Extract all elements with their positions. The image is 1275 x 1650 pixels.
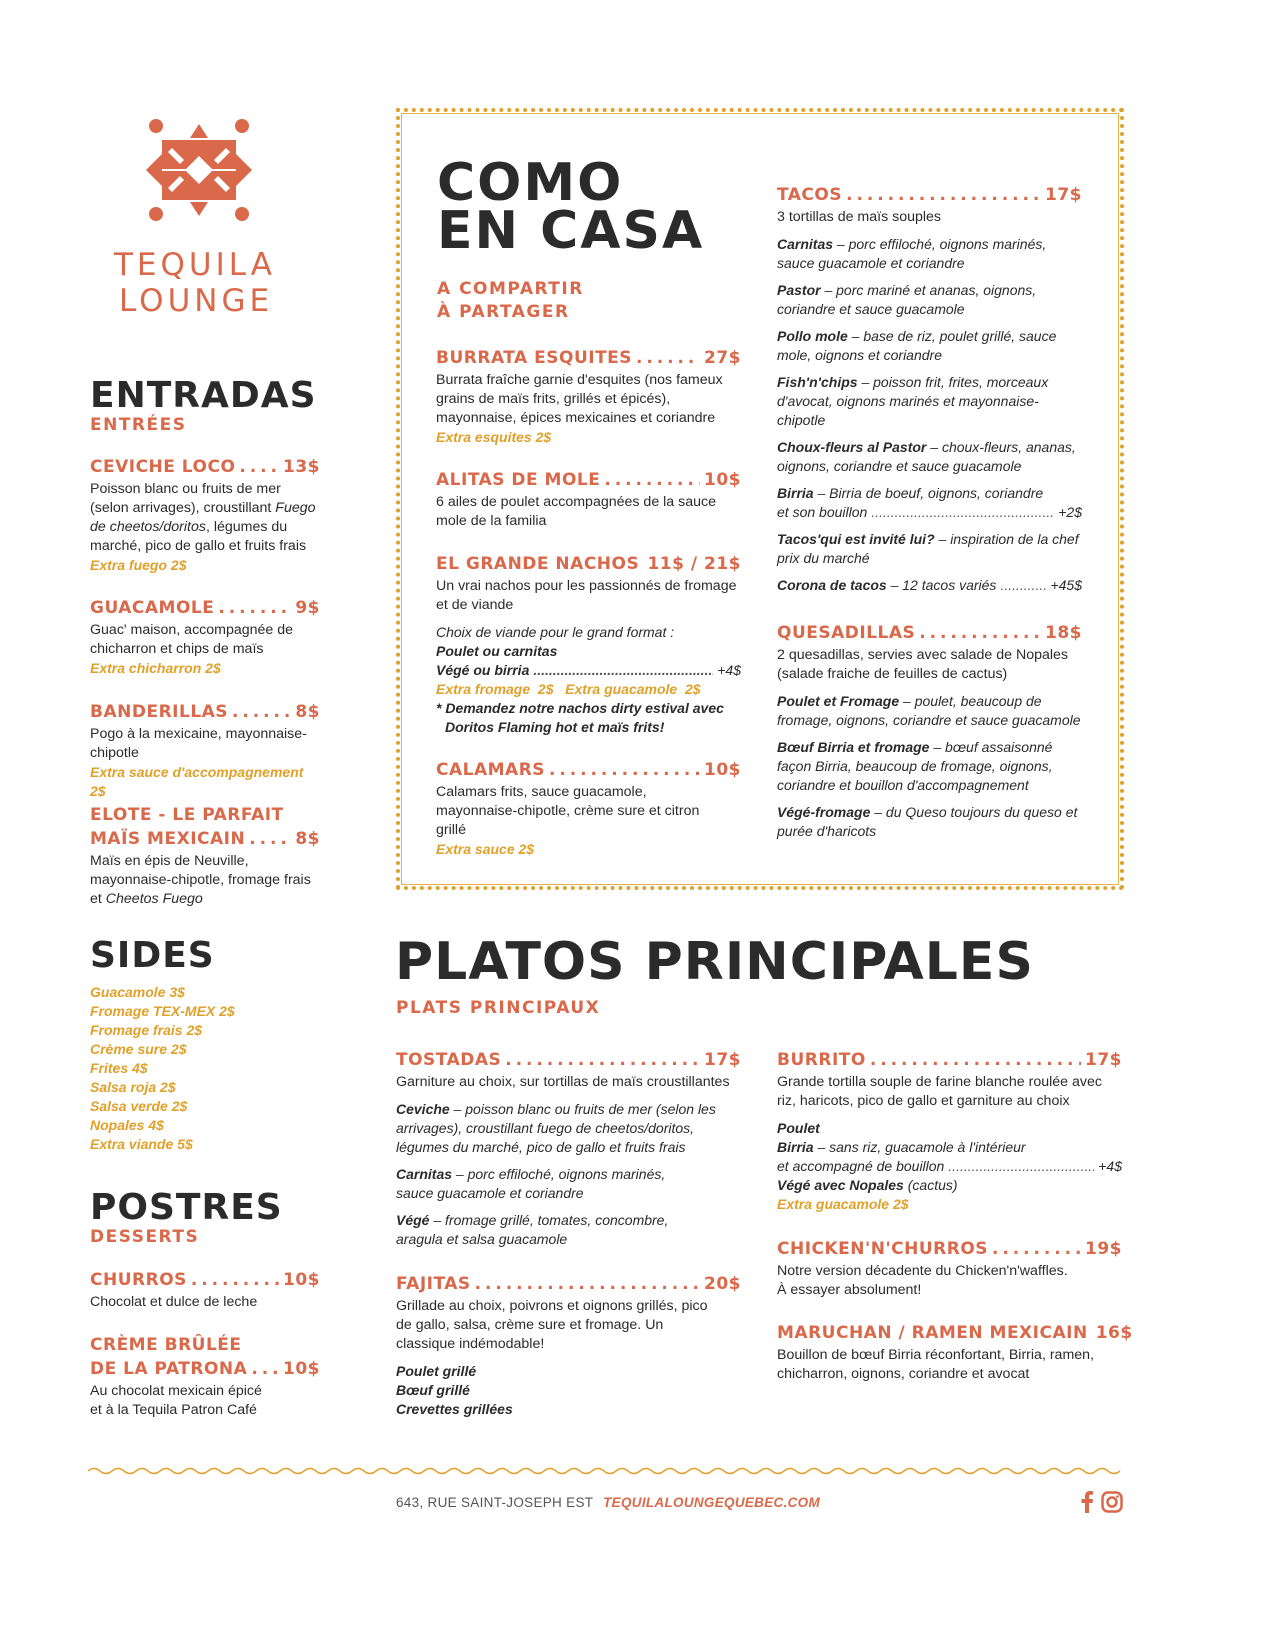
item-price: 27$ xyxy=(704,348,741,368)
side-item: Salsa roja 2$ xyxy=(90,1079,176,1095)
item-name: ALITAS DE MOLE xyxy=(436,470,601,490)
sides-title: SIDES xyxy=(90,935,215,976)
item-price: 18$ xyxy=(1045,623,1082,643)
menu-item-banderillas xyxy=(90,702,320,801)
nachos-option-1: Poulet ou carnitas xyxy=(436,643,558,659)
casa-subtitle-line2: À PARTAGER xyxy=(437,302,570,322)
item-description: Poisson blanc ou fruits de mer (selon arrivages), croustillant Fuego de cheetos/doritos, légumes du marché, pico de gallo et fruits frais xyxy=(90,481,316,554)
item-name: CALAMARS xyxy=(436,760,546,780)
item-description: Notre version décadente du Chicken'n'waffles. À essayer absolument! xyxy=(777,1263,1068,1298)
nachos-note-2: Doritos Flaming hot et maïs frits! xyxy=(445,719,665,735)
item-price: 11$ / 21$ xyxy=(647,554,741,574)
menu-item-burrata-esquites xyxy=(436,348,741,447)
menu-item-creme-brulee xyxy=(90,1335,320,1420)
item-description: Bouillon de bœuf Birria réconfortant, Birria, ramen, chicharron, oignons, coriandre et avocat xyxy=(777,1347,1094,1382)
burrito-option-2: Birria – sans riz, guacamole à l'intérieur et accompagné de bouillon ..... +4$ xyxy=(777,1138,1122,1176)
side-item: Fromage frais 2$ xyxy=(90,1022,203,1038)
item-description: Pogo à la mexicaine, mayonnaise-chipotle xyxy=(90,726,307,761)
item-extra: Extra sauce 2$ xyxy=(436,841,535,857)
menu-item-alitas-de-mole xyxy=(436,470,741,531)
tostadas-option: Carnitas – porc effiloché, oignons marinés, sauce guacamole et coriandre xyxy=(396,1166,666,1201)
item-price: 16$ xyxy=(1095,1323,1133,1343)
item-description: Burrata fraîche garnie d'esquites (nos fameux grains de maïs frits, grillés et épicés), mayonnaise, épices mexicaines et coriandre xyxy=(436,372,723,426)
platos-subtitle: PLATS PRINCIPAUX xyxy=(396,998,601,1018)
menu-item-chicken-n-churros xyxy=(777,1239,1122,1300)
menu-item-guacamole xyxy=(90,598,320,678)
item-name: GUACAMOLE xyxy=(90,598,215,618)
item-extra: Extra fuego 2$ xyxy=(90,557,187,573)
instagram-icon[interactable] xyxy=(1101,1491,1123,1513)
tacos-option: Pollo mole – base de riz, poulet grillé, sauce mole, oignons et coriandre xyxy=(777,328,1057,363)
item-extra: Extra chicharron 2$ xyxy=(90,660,221,676)
item-description: Grillade au choix, poivrons et oignons grillés, pico de gallo, salsa, crème sure et fromage. Un classique indémodable! xyxy=(396,1298,708,1352)
side-item: Guacamole 3$ xyxy=(90,984,185,1000)
item-price: 20$ xyxy=(704,1274,741,1294)
menu-item-churros xyxy=(90,1270,320,1312)
item-extra: Extra guacamole 2$ xyxy=(777,1196,909,1212)
side-item: Extra viande 5$ xyxy=(90,1136,193,1152)
item-name: BURRATA ESQUITES xyxy=(436,348,633,368)
facebook-icon[interactable] xyxy=(1080,1491,1094,1513)
side-item: Nopales 4$ xyxy=(90,1117,164,1133)
item-price: 10$ xyxy=(283,1359,320,1379)
side-item: Fromage TEX-MEX 2$ xyxy=(90,1003,235,1019)
item-price: 10$ xyxy=(704,470,741,490)
item-extra: Extra sauce d'accompagnement 2$ xyxy=(90,764,304,799)
tacos-option: Fish'n'chips – poisson frit, frites, morceaux d'avocat, oignons marinés et mayonnaise-chipotle xyxy=(777,374,1049,428)
item-description: 6 ailes de poulet accompagnées de la sauce mole de la familia xyxy=(436,494,717,529)
menu-item-maruchan xyxy=(777,1323,1133,1384)
item-name: CHURROS xyxy=(90,1270,187,1290)
item-price: 17$ xyxy=(704,1050,741,1070)
menu-item-el-grande-nachos xyxy=(436,554,741,737)
menu-item-tostadas xyxy=(396,1050,741,1249)
entradas-title: ENTRADAS xyxy=(90,375,317,416)
menu-item-fajitas xyxy=(396,1274,741,1419)
item-name: CHICKEN'N'CHURROS xyxy=(777,1239,989,1259)
menu-item-calamars xyxy=(436,760,741,859)
tacos-option: Tacos'qui est invité lui? – inspiration de la chef prix du marché xyxy=(777,531,1079,566)
item-name: DE LA PATRONA xyxy=(90,1359,248,1379)
casa-subtitle-line1: A COMPARTIR xyxy=(437,279,584,299)
item-name: TOSTADAS xyxy=(396,1050,502,1070)
item-price: 8$ xyxy=(295,702,320,722)
postres-title: POSTRES xyxy=(90,1187,283,1228)
item-name: MAÏS MEXICAIN xyxy=(90,829,246,849)
item-description: Chocolat et dulce de leche xyxy=(90,1294,258,1310)
burrito-option-1: Poulet xyxy=(777,1120,820,1136)
nachos-option-2: Végé ou birria ..... +4$ xyxy=(436,661,741,680)
item-description: Maïs en épis de Neuville, mayonnaise-chipotle, fromage frais et Cheetos Fuego xyxy=(90,853,311,907)
item-name: BURRITO xyxy=(777,1050,866,1070)
item-name: BANDERILLAS xyxy=(90,702,229,722)
item-name: MARUCHAN / RAMEN MEXICAIN xyxy=(777,1323,1088,1343)
tacos-option: Corona de tacos – 12 tacos variés ..... +45$ xyxy=(777,576,1082,595)
tacos-option: Birria – Birria de boeuf, oignons, coriandre et son bouillon ..... +2$ xyxy=(777,484,1082,522)
side-item: Crème sure 2$ xyxy=(90,1041,187,1057)
menu-item-elote xyxy=(90,805,320,909)
menu-item-ceviche-loco xyxy=(90,457,320,575)
item-description: 2 quesadillas, servies avec salade de Nopales (salade fraiche de feuilles de cactus) xyxy=(777,647,1069,682)
item-name: FAJITAS xyxy=(396,1274,471,1294)
item-description: Garniture au choix, sur tortillas de maïs croustillantes xyxy=(396,1074,730,1090)
quesadillas-option: Végé-fromage – du Queso toujours du queso et purée d'haricots xyxy=(777,804,1078,839)
nachos-choice: Choix de viande pour le grand format : xyxy=(436,624,675,640)
item-price: 17$ xyxy=(1085,1050,1122,1070)
item-description: Grande tortilla souple de farine blanche roulée avec riz, haricots, pico de gallo et garniture au choix xyxy=(777,1074,1102,1109)
fajitas-option: Bœuf grillé xyxy=(396,1382,470,1398)
menu-item-quesadillas xyxy=(777,623,1082,841)
item-name-line1: ELOTE - LE PARFAIT xyxy=(90,805,284,825)
item-name: EL GRANDE NACHOS xyxy=(436,554,640,574)
item-price: 17$ xyxy=(1045,185,1082,205)
footer-address-line xyxy=(396,1495,820,1510)
brand-name-line2: LOUNGE xyxy=(119,283,274,319)
tacos-option: Pastor – porc mariné et ananas, oignons, coriandre et sauce guacamole xyxy=(777,282,1037,317)
menu-item-burrito xyxy=(777,1050,1122,1214)
website-link[interactable]: TEQUILALOUNGEQUEBEC.COM xyxy=(603,1495,821,1510)
item-extra: Extra esquites 2$ xyxy=(436,429,552,445)
menu-item-tacos xyxy=(777,185,1082,595)
platos-title: PLATOS PRINCIPALES xyxy=(395,932,1034,992)
item-price: 19$ xyxy=(1085,1239,1122,1259)
tacos-option: Choux-fleurs al Pastor – choux-fleurs, ananas, oignons, coriandre et sauce guacamole xyxy=(777,439,1076,474)
item-description: Au chocolat mexicain épicé et à la Tequila Patron Café xyxy=(90,1383,262,1418)
side-item: Frites 4$ xyxy=(90,1060,148,1076)
tequila-lounge-logo-icon xyxy=(140,116,266,222)
casa-title-line2: EN CASA xyxy=(437,201,705,261)
burrito-option-3: Végé avec Nopales (cactus) xyxy=(777,1177,958,1193)
item-description: Calamars frits, sauce guacamole, mayonnaise-chipotle, crème sure et citron grillé xyxy=(436,784,700,838)
item-name: QUESADILLAS xyxy=(777,623,916,643)
brand-name-line1: TEQUILA xyxy=(114,247,276,283)
nachos-note-1: * Demandez notre nachos dirty estival avec xyxy=(436,700,724,716)
item-description: Guac' maison, accompagnée de chicharron et chips de maïs xyxy=(90,622,294,657)
item-name-line1: CRÈME BRÛLÉE xyxy=(90,1335,242,1355)
fajitas-option: Crevettes grillées xyxy=(396,1401,513,1417)
side-item: Salsa verde 2$ xyxy=(90,1098,188,1114)
postres-subtitle: DESSERTS xyxy=(90,1227,200,1247)
footer-address: 643, RUE SAINT-JOSEPH EST xyxy=(396,1495,594,1510)
item-description: 3 tortillas de maïs souples xyxy=(777,209,942,225)
tostadas-option: Ceviche – poisson blanc ou fruits de mer (selon les arrivages), croustillant fuego de cheetos/doritos, légumes du marché, pico de gallo et fruits frais xyxy=(396,1101,716,1155)
fajitas-option: Poulet grillé xyxy=(396,1363,477,1379)
sides-list xyxy=(90,983,235,1154)
item-price: 10$ xyxy=(283,1270,320,1290)
item-description: Un vrai nachos pour les passionnés de fromage et de viande xyxy=(436,578,737,613)
tostadas-option: Végé – fromage grillé, tomates, concombre, aragula et salsa guacamole xyxy=(396,1212,669,1247)
item-price: 10$ xyxy=(704,760,741,780)
nachos-extras: Extra fromage 2$ Extra guacamole 2$ xyxy=(436,681,701,697)
entradas-subtitle: ENTRÉES xyxy=(90,415,187,435)
item-name: TACOS xyxy=(777,185,843,205)
quesadillas-option: Poulet et Fromage – poulet, beaucoup de fromage, oignons, coriandre et sauce guacamole xyxy=(777,693,1081,728)
item-price: 9$ xyxy=(295,598,320,618)
item-price: 8$ xyxy=(295,829,320,849)
wave-divider xyxy=(88,1466,1124,1476)
item-price: 13$ xyxy=(283,457,320,477)
quesadillas-option: Bœuf Birria et fromage – bœuf assaisonné façon Birria, beaucoup de fromage, oignons, coriandre et bouillon d'accompagnement xyxy=(777,739,1053,793)
item-name: CEVICHE LOCO xyxy=(90,457,236,477)
tacos-option: Carnitas – porc effiloché, oignons marinés, sauce guacamole et coriandre xyxy=(777,236,1047,271)
casa-title-line1: COMO xyxy=(437,153,624,213)
